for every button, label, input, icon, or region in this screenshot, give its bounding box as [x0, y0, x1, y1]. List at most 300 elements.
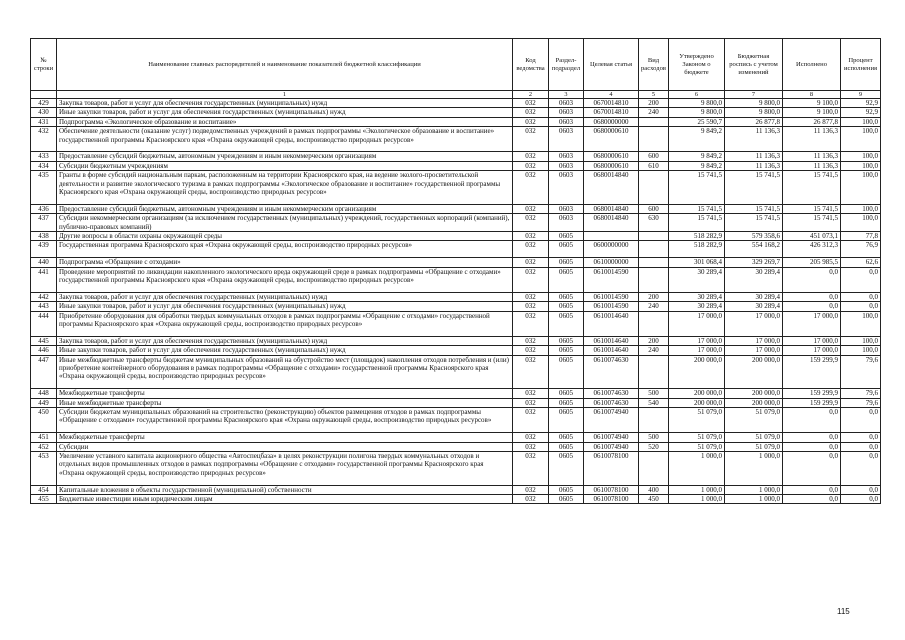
col-number: 6 [669, 91, 725, 99]
executed-amount-cell: 0,0 [783, 408, 841, 433]
department-code-cell: 032 [513, 292, 549, 301]
department-code-cell: 032 [513, 408, 549, 433]
expense-type-cell: 630 [639, 214, 669, 232]
col-header-percent: Процент исполнения [841, 39, 881, 91]
row-name-cell: Субсидии бюджетным учреждениям [57, 161, 513, 170]
row-number-cell: 436 [31, 204, 57, 213]
expense-type-cell: 240 [639, 302, 669, 311]
col-header-expense-type: Вид расходов [639, 39, 669, 91]
expense-type-cell: 450 [639, 495, 669, 504]
department-code-cell: 032 [513, 152, 549, 161]
expense-type-cell: 200 [639, 292, 669, 301]
target-item-cell: 0680000000 [584, 117, 639, 126]
row-name-cell: Обеспечение деятельности (оказание услуг) подведомственных учреждений в рамках подпрограммы «Экологическое образование и воспитание» государственной программы Красноярского края «Охрана окружающей среды, воспроизводство природных ресурсов» [57, 127, 513, 152]
approved-amount-cell: 200 000,0 [669, 398, 725, 407]
row-number-cell: 438 [31, 232, 57, 241]
executed-amount-cell: 9 100,0 [783, 108, 841, 117]
budget-list-amount-cell: 51 079,0 [725, 433, 783, 442]
budget-list-amount-cell: 1 000,0 [725, 452, 783, 486]
percent-cell: 79,6 [841, 389, 881, 398]
department-code-cell: 032 [513, 171, 549, 205]
expense-type-cell [639, 408, 669, 433]
row-name-cell: Закупка товаров, работ и услуг для обеспечения государственных (муниципальных) нужд [57, 99, 513, 108]
executed-amount-cell: 451 073,1 [783, 232, 841, 241]
row-name-cell: Предоставление субсидий бюджетным, автономным учреждениям и иным некоммерческим организациям [57, 152, 513, 161]
budget-list-amount-cell: 30 289,4 [725, 302, 783, 311]
approved-amount-cell: 15 741,5 [669, 204, 725, 213]
department-code-cell: 032 [513, 99, 549, 108]
row-name-cell: Гранты в форме субсидий национальным паркам, расположенным на территории Красноярского края, на ведение эколого-просветительской деятельности и развитие экологического туризма в рамках подпрограммы «Экологическое образование и воспитание» государственной программы Красноярского края «Охрана окружающей среды, воспроизводство природных ресурсов» [57, 171, 513, 205]
approved-amount-cell: 51 079,0 [669, 433, 725, 442]
department-code-cell: 032 [513, 127, 549, 152]
row-name-cell: Иные закупки товаров, работ и услуг для обеспечения государственных (муниципальных) нужд [57, 302, 513, 311]
executed-amount-cell: 0,0 [783, 267, 841, 292]
target-item-cell: 0680014840 [584, 171, 639, 205]
table-row [31, 292, 881, 301]
approved-amount-cell: 25 590,7 [669, 117, 725, 126]
department-code-cell: 032 [513, 442, 549, 451]
section-code-cell: 0603 [549, 127, 584, 152]
percent-cell: 76,9 [841, 241, 881, 258]
target-item-cell: 0680000610 [584, 127, 639, 152]
target-item-cell: 0610074940 [584, 442, 639, 451]
target-item-cell: 0610014590 [584, 267, 639, 292]
col-number: 5 [639, 91, 669, 99]
executed-amount-cell: 9 100,0 [783, 99, 841, 108]
target-item-cell: 0610074630 [584, 355, 639, 389]
budget-list-amount-cell: 15 741,5 [725, 171, 783, 205]
table-row [31, 241, 881, 258]
section-code-cell: 0605 [549, 258, 584, 267]
section-code-cell: 0605 [549, 495, 584, 504]
target-item-cell: 0610074630 [584, 389, 639, 398]
row-name-cell: Иные закупки товаров, работ и услуг для обеспечения государственных (муниципальных) нужд [57, 108, 513, 117]
approved-amount-cell: 518 282,9 [669, 232, 725, 241]
expense-type-cell: 200 [639, 336, 669, 345]
table-row [31, 452, 881, 486]
row-number-cell: 432 [31, 127, 57, 152]
table-row [31, 161, 881, 170]
row-name-cell: Государственная программа Красноярского края «Охрана окружающей среды, воспроизводство природных ресурсов» [57, 241, 513, 258]
executed-amount-cell: 426 312,3 [783, 241, 841, 258]
table-row [31, 99, 881, 108]
table-row [31, 311, 881, 336]
target-item-cell: 0610078100 [584, 485, 639, 494]
executed-amount-cell: 11 136,3 [783, 127, 841, 152]
row-name-cell: Проведение мероприятий по ликвидации накопленного экологического вреда окружающей среде в рамках подпрограммы «Обращение с отходами» государственной программы Красноярского края «Охрана окружающей среды, воспроизводство природных ресурсов» [57, 267, 513, 292]
row-number-cell: 434 [31, 161, 57, 170]
section-code-cell: 0605 [549, 292, 584, 301]
table-row [31, 204, 881, 213]
expense-type-cell [639, 311, 669, 336]
target-item-cell: 0600000000 [584, 241, 639, 258]
table-body [31, 99, 881, 504]
page-number: 115 [837, 607, 850, 616]
expense-type-cell [639, 355, 669, 389]
table-row [31, 389, 881, 398]
section-code-cell: 0605 [549, 336, 584, 345]
row-name-cell: Иные межбюджетные трансферты бюджетам муниципальных образований на обустройство мест (площадок) накопления отходов потребления и (или) приобретение контейнерного оборудования в рамках подпрограммы «Обращение с отходами» государственной программы Красноярского края «Охрана окружающей среды, воспроизводство природных ресурсов» [57, 355, 513, 389]
approved-amount-cell: 51 079,0 [669, 442, 725, 451]
percent-cell: 0,0 [841, 433, 881, 442]
approved-amount-cell: 15 741,5 [669, 171, 725, 205]
budget-list-amount-cell: 51 079,0 [725, 408, 783, 433]
department-code-cell: 032 [513, 204, 549, 213]
expense-type-cell: 240 [639, 346, 669, 355]
col-number: 4 [584, 91, 639, 99]
budget-list-amount-cell: 200 000,0 [725, 355, 783, 389]
target-item-cell: 0610078100 [584, 452, 639, 486]
percent-cell: 0,0 [841, 452, 881, 486]
percent-cell: 100,0 [841, 171, 881, 205]
table-row [31, 214, 881, 232]
row-name-cell: Другие вопросы в области охраны окружающей среды [57, 232, 513, 241]
budget-list-amount-cell: 11 136,3 [725, 161, 783, 170]
budget-list-amount-cell: 9 800,0 [725, 108, 783, 117]
expense-type-cell [639, 241, 669, 258]
row-number-cell: 453 [31, 452, 57, 486]
table-row [31, 346, 881, 355]
table-row [31, 433, 881, 442]
table-row [31, 152, 881, 161]
budget-list-amount-cell: 30 289,4 [725, 267, 783, 292]
percent-cell: 0,0 [841, 495, 881, 504]
budget-list-amount-cell: 1 000,0 [725, 485, 783, 494]
table-row [31, 355, 881, 389]
row-name-cell: Иные закупки товаров, работ и услуг для обеспечения государственных (муниципальных) нужд [57, 346, 513, 355]
percent-cell: 100,0 [841, 161, 881, 170]
budget-list-amount-cell: 17 000,0 [725, 311, 783, 336]
approved-amount-cell: 518 282,9 [669, 241, 725, 258]
department-code-cell: 032 [513, 267, 549, 292]
percent-cell: 0,0 [841, 485, 881, 494]
col-header-executed: Исполнено [783, 39, 841, 91]
section-code-cell: 0605 [549, 442, 584, 451]
table-row [31, 485, 881, 494]
expense-type-cell: 600 [639, 204, 669, 213]
executed-amount-cell: 159 299,9 [783, 355, 841, 389]
percent-cell: 100,0 [841, 152, 881, 161]
percent-cell: 100,0 [841, 336, 881, 345]
department-code-cell: 032 [513, 108, 549, 117]
target-item-cell: 0610014640 [584, 311, 639, 336]
executed-amount-cell: 11 136,3 [783, 152, 841, 161]
executed-amount-cell: 0,0 [783, 433, 841, 442]
percent-cell: 0,0 [841, 442, 881, 451]
row-number-cell: 440 [31, 258, 57, 267]
executed-amount-cell: 17 000,0 [783, 336, 841, 345]
executed-amount-cell: 0,0 [783, 442, 841, 451]
expense-type-cell [639, 117, 669, 126]
table-row [31, 408, 881, 433]
col-header-name: Наименование главных распорядителей и наименование показателей бюджетной классификации [57, 39, 513, 91]
section-code-cell: 0605 [549, 241, 584, 258]
expense-type-cell: 520 [639, 442, 669, 451]
section-code-cell: 0605 [549, 267, 584, 292]
row-name-cell: Увеличение уставного капитала акционерного общества «Автоспецбаза» в целях реконструкции полигона твердых коммунальных отходов и отдельных видов промышленных отходов в рамках подпрограммы «Обращение с отходами» государственной программы Красноярского края «Охрана окружающей среды, воспроизводство природных ресурсов» [57, 452, 513, 486]
row-number-cell: 455 [31, 495, 57, 504]
approved-amount-cell: 30 289,4 [669, 267, 725, 292]
row-number-cell: 449 [31, 398, 57, 407]
section-code-cell: 0603 [549, 171, 584, 205]
department-code-cell: 032 [513, 485, 549, 494]
table-row [31, 336, 881, 345]
section-code-cell: 0603 [549, 214, 584, 232]
section-code-cell: 0603 [549, 99, 584, 108]
department-code-cell: 032 [513, 336, 549, 345]
target-item-cell: 0680000610 [584, 152, 639, 161]
row-number-cell: 441 [31, 267, 57, 292]
percent-cell: 79,6 [841, 398, 881, 407]
expense-type-cell [639, 171, 669, 205]
budget-list-amount-cell: 200 000,0 [725, 389, 783, 398]
approved-amount-cell: 17 000,0 [669, 311, 725, 336]
percent-cell: 79,6 [841, 355, 881, 389]
row-name-cell: Подпрограмма «Обращение с отходами» [57, 258, 513, 267]
approved-amount-cell: 200 000,0 [669, 355, 725, 389]
row-number-cell: 450 [31, 408, 57, 433]
col-number: 2 [513, 91, 549, 99]
budget-list-amount-cell: 15 741,5 [725, 214, 783, 232]
expense-type-cell: 500 [639, 433, 669, 442]
row-number-cell: 442 [31, 292, 57, 301]
executed-amount-cell: 0,0 [783, 452, 841, 486]
section-code-cell: 0603 [549, 117, 584, 126]
department-code-cell: 032 [513, 302, 549, 311]
budget-report-page [30, 38, 880, 504]
percent-cell: 100,0 [841, 311, 881, 336]
percent-cell: 100,0 [841, 117, 881, 126]
row-number-cell: 448 [31, 389, 57, 398]
executed-amount-cell: 15 741,5 [783, 214, 841, 232]
col-number [31, 91, 57, 99]
percent-cell: 62,6 [841, 258, 881, 267]
target-item-cell: 0670014810 [584, 99, 639, 108]
table-row [31, 442, 881, 451]
row-name-cell: Субсидии [57, 442, 513, 451]
row-name-cell: Подпрограмма «Экологическое образование и воспитание» [57, 117, 513, 126]
target-item-cell: 0610014640 [584, 346, 639, 355]
section-code-cell: 0605 [549, 433, 584, 442]
section-code-cell: 0605 [549, 452, 584, 486]
budget-list-amount-cell: 200 000,0 [725, 398, 783, 407]
row-number-cell: 430 [31, 108, 57, 117]
approved-amount-cell: 15 741,5 [669, 214, 725, 232]
target-item-cell: 0610074630 [584, 398, 639, 407]
row-number-cell: 447 [31, 355, 57, 389]
department-code-cell: 032 [513, 232, 549, 241]
table-row [31, 117, 881, 126]
expense-type-cell [639, 267, 669, 292]
percent-cell: 100,0 [841, 204, 881, 213]
col-number: 9 [841, 91, 881, 99]
budget-list-amount-cell: 30 289,4 [725, 292, 783, 301]
percent-cell: 92,9 [841, 108, 881, 117]
col-header-approved: Утверждено Законом о бюджете [669, 39, 725, 91]
row-number-cell: 435 [31, 171, 57, 205]
section-code-cell: 0605 [549, 302, 584, 311]
expense-type-cell: 200 [639, 99, 669, 108]
col-number: 1 [57, 91, 513, 99]
budget-list-amount-cell: 51 079,0 [725, 442, 783, 451]
col-number: 3 [549, 91, 584, 99]
table-row [31, 232, 881, 241]
target-item-cell: 0610074940 [584, 408, 639, 433]
executed-amount-cell: 159 299,9 [783, 389, 841, 398]
col-number: 8 [783, 91, 841, 99]
table-row [31, 171, 881, 205]
approved-amount-cell: 1 000,0 [669, 495, 725, 504]
department-code-cell: 032 [513, 311, 549, 336]
target-item-cell: 0680014840 [584, 204, 639, 213]
executed-amount-cell: 11 136,3 [783, 161, 841, 170]
department-code-cell: 032 [513, 398, 549, 407]
executed-amount-cell: 0,0 [783, 485, 841, 494]
target-item-cell: 0670014810 [584, 108, 639, 117]
target-item-cell: 0680000610 [584, 161, 639, 170]
col-header-budget-list: Бюджетная роспись с учетом изменений [725, 39, 783, 91]
target-item-cell: 0680014840 [584, 214, 639, 232]
row-number-cell: 451 [31, 433, 57, 442]
budget-list-amount-cell: 554 168,2 [725, 241, 783, 258]
approved-amount-cell: 30 289,4 [669, 302, 725, 311]
col-header-target-item: Целевая статья [584, 39, 639, 91]
approved-amount-cell: 9 849,2 [669, 152, 725, 161]
budget-list-amount-cell: 11 136,3 [725, 127, 783, 152]
budget-list-amount-cell: 26 877,8 [725, 117, 783, 126]
table-row [31, 267, 881, 292]
budget-list-amount-cell: 329 269,7 [725, 258, 783, 267]
expense-type-cell: 240 [639, 108, 669, 117]
row-number-cell: 433 [31, 152, 57, 161]
row-name-cell: Закупка товаров, работ и услуг для обеспечения государственных (муниципальных) нужд [57, 292, 513, 301]
row-number-cell: 444 [31, 311, 57, 336]
department-code-cell: 032 [513, 161, 549, 170]
row-name-cell: Межбюджетные трансферты [57, 433, 513, 442]
executed-amount-cell: 205 985,5 [783, 258, 841, 267]
department-code-cell: 032 [513, 495, 549, 504]
approved-amount-cell: 9 800,0 [669, 99, 725, 108]
percent-cell: 0,0 [841, 302, 881, 311]
table-row [31, 108, 881, 117]
approved-amount-cell: 9 849,2 [669, 127, 725, 152]
percent-cell: 77,8 [841, 232, 881, 241]
budget-table [30, 38, 881, 504]
percent-cell: 100,0 [841, 214, 881, 232]
row-name-cell: Капитальные вложения в объекты государственной (муниципальной) собственности [57, 485, 513, 494]
target-item-cell: 0610014590 [584, 292, 639, 301]
column-number-row [31, 91, 881, 99]
row-name-cell: Межбюджетные трансферты [57, 389, 513, 398]
expense-type-cell [639, 452, 669, 486]
executed-amount-cell: 17 000,0 [783, 311, 841, 336]
table-row [31, 258, 881, 267]
executed-amount-cell: 0,0 [783, 495, 841, 504]
approved-amount-cell: 17 000,0 [669, 336, 725, 345]
executed-amount-cell: 0,0 [783, 302, 841, 311]
department-code-cell: 032 [513, 433, 549, 442]
col-number: 7 [725, 91, 783, 99]
row-name-cell: Приобретение оборудования для обработки твердых коммунальных отходов в рамках подпрограммы «Обращение с отходами» государственной программы Красноярского края «Охрана окружающей среды, воспроизводство природных ресурсов» [57, 311, 513, 336]
budget-list-amount-cell: 9 800,0 [725, 99, 783, 108]
department-code-cell: 032 [513, 389, 549, 398]
row-number-cell: 446 [31, 346, 57, 355]
row-name-cell: Иные межбюджетные трансферты [57, 398, 513, 407]
table-row [31, 302, 881, 311]
percent-cell: 0,0 [841, 267, 881, 292]
percent-cell: 92,9 [841, 99, 881, 108]
executed-amount-cell: 0,0 [783, 292, 841, 301]
percent-cell: 0,0 [841, 408, 881, 433]
department-code-cell: 032 [513, 117, 549, 126]
section-code-cell: 0603 [549, 152, 584, 161]
executed-amount-cell: 26 877,8 [783, 117, 841, 126]
expense-type-cell [639, 232, 669, 241]
approved-amount-cell: 30 289,4 [669, 292, 725, 301]
department-code-cell: 032 [513, 452, 549, 486]
expense-type-cell: 600 [639, 152, 669, 161]
percent-cell: 0,0 [841, 292, 881, 301]
section-code-cell: 0603 [549, 108, 584, 117]
section-code-cell: 0605 [549, 311, 584, 336]
target-item-cell: 0610014640 [584, 336, 639, 345]
header-row [31, 39, 881, 91]
approved-amount-cell: 1 000,0 [669, 452, 725, 486]
table-row [31, 398, 881, 407]
approved-amount-cell: 17 000,0 [669, 346, 725, 355]
approved-amount-cell: 301 068,4 [669, 258, 725, 267]
table-row [31, 495, 881, 504]
expense-type-cell [639, 258, 669, 267]
executed-amount-cell: 17 000,0 [783, 346, 841, 355]
expense-type-cell [639, 127, 669, 152]
target-item-cell [584, 232, 639, 241]
department-code-cell: 032 [513, 258, 549, 267]
row-number-cell: 439 [31, 241, 57, 258]
row-name-cell: Закупка товаров, работ и услуг для обеспечения государственных (муниципальных) нужд [57, 336, 513, 345]
row-name-cell: Субсидии бюджетам муниципальных образований на строительство (реконструкцию) объектов размещения отходов в рамках подпрограммы «Обращение с отходами» государственной программы Красноярского края «Охрана окружающей среды, воспроизводство природных ресурсов» [57, 408, 513, 433]
department-code-cell: 032 [513, 346, 549, 355]
section-code-cell: 0605 [549, 398, 584, 407]
col-header-department-code: Код ведомства [513, 39, 549, 91]
row-number-cell: 443 [31, 302, 57, 311]
row-number-cell: 429 [31, 99, 57, 108]
section-code-cell: 0605 [549, 389, 584, 398]
row-name-cell: Бюджетные инвестиции иным юридическим лицам [57, 495, 513, 504]
section-code-cell: 0605 [549, 408, 584, 433]
target-item-cell: 0610000000 [584, 258, 639, 267]
percent-cell: 100,0 [841, 346, 881, 355]
col-header-row-number: № строки [31, 39, 57, 91]
row-number-cell: 452 [31, 442, 57, 451]
row-number-cell: 437 [31, 214, 57, 232]
row-number-cell: 445 [31, 336, 57, 345]
approved-amount-cell: 9 800,0 [669, 108, 725, 117]
budget-list-amount-cell: 15 741,5 [725, 204, 783, 213]
row-number-cell: 454 [31, 485, 57, 494]
department-code-cell: 032 [513, 355, 549, 389]
budget-list-amount-cell: 11 136,3 [725, 152, 783, 161]
section-code-cell: 0605 [549, 485, 584, 494]
approved-amount-cell: 51 079,0 [669, 408, 725, 433]
budget-list-amount-cell: 17 000,0 [725, 336, 783, 345]
expense-type-cell: 500 [639, 389, 669, 398]
percent-cell: 100,0 [841, 127, 881, 152]
section-code-cell: 0603 [549, 204, 584, 213]
department-code-cell: 032 [513, 241, 549, 258]
expense-type-cell: 610 [639, 161, 669, 170]
expense-type-cell: 540 [639, 398, 669, 407]
